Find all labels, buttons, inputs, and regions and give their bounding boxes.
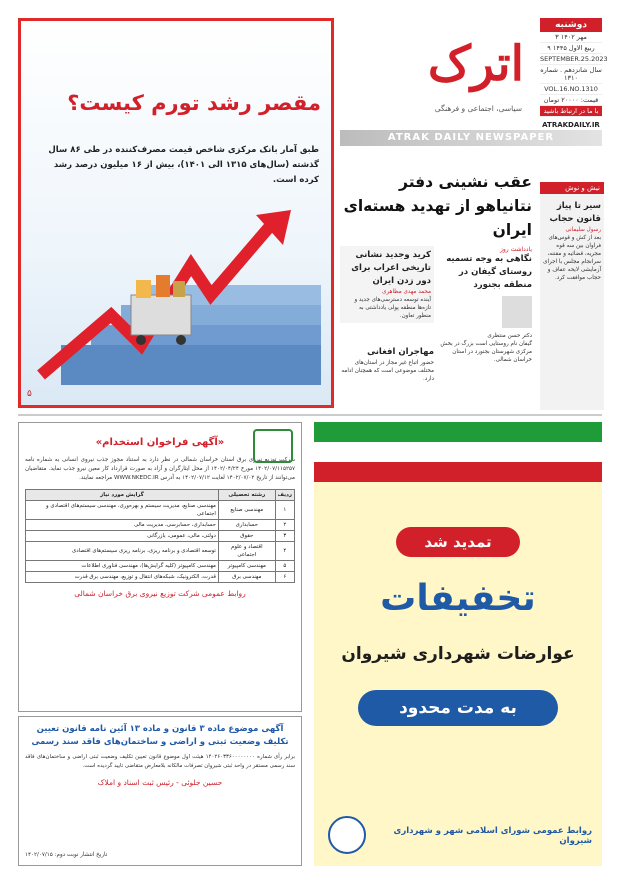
column-story[interactable] [543,200,601,282]
table-cell: ۱ [275,501,294,520]
ad-text: طبق آمار بانک مرکزی شاخص قیمت مصرف‌کننده در طی ۸۶ سال گذشته (سال‌های ۱۳۱۵ الی ۱۴۰۱)، بیش از ۱۶ میلیون درصد رشد کرده است. [48,145,319,185]
table-cell: مهندسی صنایع [218,501,275,520]
story-author: دکتر حسن منتظری [487,333,532,339]
story-text: آینده توسعه دسترسی‌های جدید و تازه‌ها منطقه پولی یادداشتی به منظور تعاون. [354,297,431,319]
story-migrants[interactable] [340,346,434,383]
masthead [340,18,608,158]
table-cell: ۶ [275,572,294,583]
shirvan-discount-ad [314,422,602,866]
date-persian: ۳ مهر ۱۴۰۲ [540,32,602,43]
limited-time-badge: به مدت محدود [358,690,558,726]
inflation-ad [18,18,334,408]
table-cell: ۳ [275,531,294,542]
newspaper-logo [340,18,536,126]
table-header: رشته تحصیلی [218,490,275,501]
table-cell: حسابداری، حسابرسی، مدیریت مالی [26,520,219,531]
website-link[interactable]: ATRAKDAILY.IR [542,121,600,129]
weekday: دوشنبه [540,18,602,32]
notice-signature: روابط عمومی شرکت توزیع نیروی برق خراسان شمالی [74,589,246,598]
publish-date: تاریخ انتشار نوبت دوم: ۱۴۰۲/۰۷/۱۵ [25,852,108,858]
table-cell: مهندسی کامپیوتر [218,561,275,572]
table-cell: دولتی، مالی، عمومی، بازرگانی [26,531,219,542]
ad-footer: روابط عمومی شورای اسلامی شهر و شهرداری شیروان [393,826,592,846]
date-box [540,18,608,138]
author-photo [502,296,532,328]
table-row [26,572,295,583]
stairs-illustration [21,205,331,385]
table-cell: ۴ [275,542,294,561]
sidebar-column [540,182,604,410]
column-text: بعد از کش و قوس‌های فراوان بین سه قوه مجریه، قضائیه و مقننه، سرانجام مجلس با اجرای آزمایشی لایحه عفاف و حجاب موافقت کرد. [543,235,601,281]
table-cell: مهندسی برق [218,572,275,583]
table-cell: توسعه اقتصادی و برنامه ریزی، برنامه ریزی سیستم‌های اقتصادی [26,542,219,561]
price: قیمت: ۲۰۰۰۰ تومان [540,95,602,106]
story-author: محمد مهدی مظاهری [382,289,431,295]
registry-notice [18,716,302,866]
story-gifan[interactable] [440,246,532,364]
notice-title: «آگهی فراخوان استخدام» [95,437,225,448]
brand-name: اترک [427,36,524,92]
date-hijri: ۹ ربیع الاول ۱۴۴۵ [540,43,602,54]
volume-persian: سال شانزدهم . شماره ۱۳۱۰ [540,66,602,82]
story-title: نگاهی به وجه تسمیه روستای گیفان در منطقه بجنورد [446,254,532,290]
table-header: ردیف [275,490,294,501]
notice-text: برابر رأی شماره ۱۴۰۲۶۰۳۳۶۰۰۰۰۰۰۰۰ هیئت اول موضوع قانون تعیین تکلیف وضعیت ثبتی اراضی و ساختمان‌های فاقد سند رسمی مستقر در واحد ثبتی شیروان تصرفات مالکانه بلامعارض متقاضی تایید گردیده است. [25,754,295,769]
lead-headline[interactable]: عقب نشینی دفتر نتانیاهو از تهدید هسته‌ای ایران [343,173,532,239]
story-text: حضور اتباع غیر مجاز در استان‌های مختلف موضوعی است که همچنان ادامه دارد. [341,360,434,382]
municipality-seal-icon [328,816,366,854]
brand-tagline: سیاسی، اجتماعی و فرهنگی [434,104,522,113]
notice-title: آگهی موضوع ماده ۳ قانون و ماده ۱۳ آئین نامه قانون تعیین تکلیف وضعیت ثبتی و اراضی و ساختمان‌های فاقد سند رسمی [31,724,289,747]
ad-title: مقصر رشد تورم کیست؟ [67,91,321,115]
volume-english: VOL.16.NO.1310 [540,84,602,95]
fields-table [25,489,295,583]
table-row [26,531,295,542]
story-title: مهاجران افغانی [367,347,434,357]
table-row [26,520,295,531]
ad-subheadline: عوارضات شهرداری شیروان [341,644,575,664]
story-kicker: یادداشت روز [499,246,532,253]
latin-title: ATRAK DAILY NEWSPAPER [340,130,602,146]
table-row [26,542,295,561]
employment-notice [18,422,302,712]
table-cell: مهندسی کامپیوتر (کلیه گرایش‌ها)، مهندسی فناوری اطلاعات [26,561,219,572]
table-cell: ۵ [275,561,294,572]
story-title: کرید وجدید نشانی تاریخی اعراب برای دور زدن ایران [351,250,431,286]
table-cell: حقوق [218,531,275,542]
lead-section [340,160,532,410]
notice-text: شرکت توزیع نیروی برق استان خراسان شمالی در نظر دارد به استناد مجوز جذب نیروی انسانی به شماره نامه ۱۴۰۲/۰۷/۱۱۵۲۵۷ مورخ ۱۴۰۲/۰۴/۲۴ از محل ایثارگران و آزاد به صورت قرارداد کار معین نیرو جذب نماید. متقاضیان می‌توانند از تاریخ ۱۴۰۲/۰۷/۰۲ لغایت ۱۴۰۲/۰۷/۱۲ به آدرس WWW.NKEDC.IR مراجعه نمایند. [25,457,295,481]
table-cell: اقتصاد و علوم اجتماعی [218,542,275,561]
column-header: نیش و نوش [540,182,604,194]
story-arab[interactable] [340,246,434,323]
page-ref: ۵ [27,389,32,399]
story-text: گیفان نام روستایی است بزرگ در بخش مرکزی شهرستان بجنورد در استان خراسان شمالی. [440,341,532,363]
table-row [26,501,295,520]
table-cell: قدرت، الکترونیک، شبکه‌های انتقال و توزیع، مهندسی برق قدرت [26,572,219,583]
column-title: سیر تا پیاز قانون حجاب [549,201,601,224]
table-header: گرایش مورد نیاز [26,490,219,501]
table-cell: مهندسی صنایع، مدیریت سیستم و بهره‌وری، مهندسی سیستم‌های اقتصادی و اجتماعی [26,501,219,520]
table-cell: ۲ [275,520,294,531]
section-divider [18,414,602,416]
ad-headline: تخفیفات [380,578,536,619]
column-author: رسول سلیمانی [565,227,601,233]
table-row [26,561,295,572]
nkedc-logo-icon [253,429,293,463]
notice-signature: حسین جلوئی - رئیس ثبت اسناد و املاک [97,778,223,787]
date-english: SEPTEMBER.25.2023 [540,55,608,63]
flag-band [314,422,602,482]
contact-label: با ما در ارتباط باشید [540,106,602,117]
extended-badge: تمدید شد [396,527,520,557]
table-cell: حسابداری [218,520,275,531]
